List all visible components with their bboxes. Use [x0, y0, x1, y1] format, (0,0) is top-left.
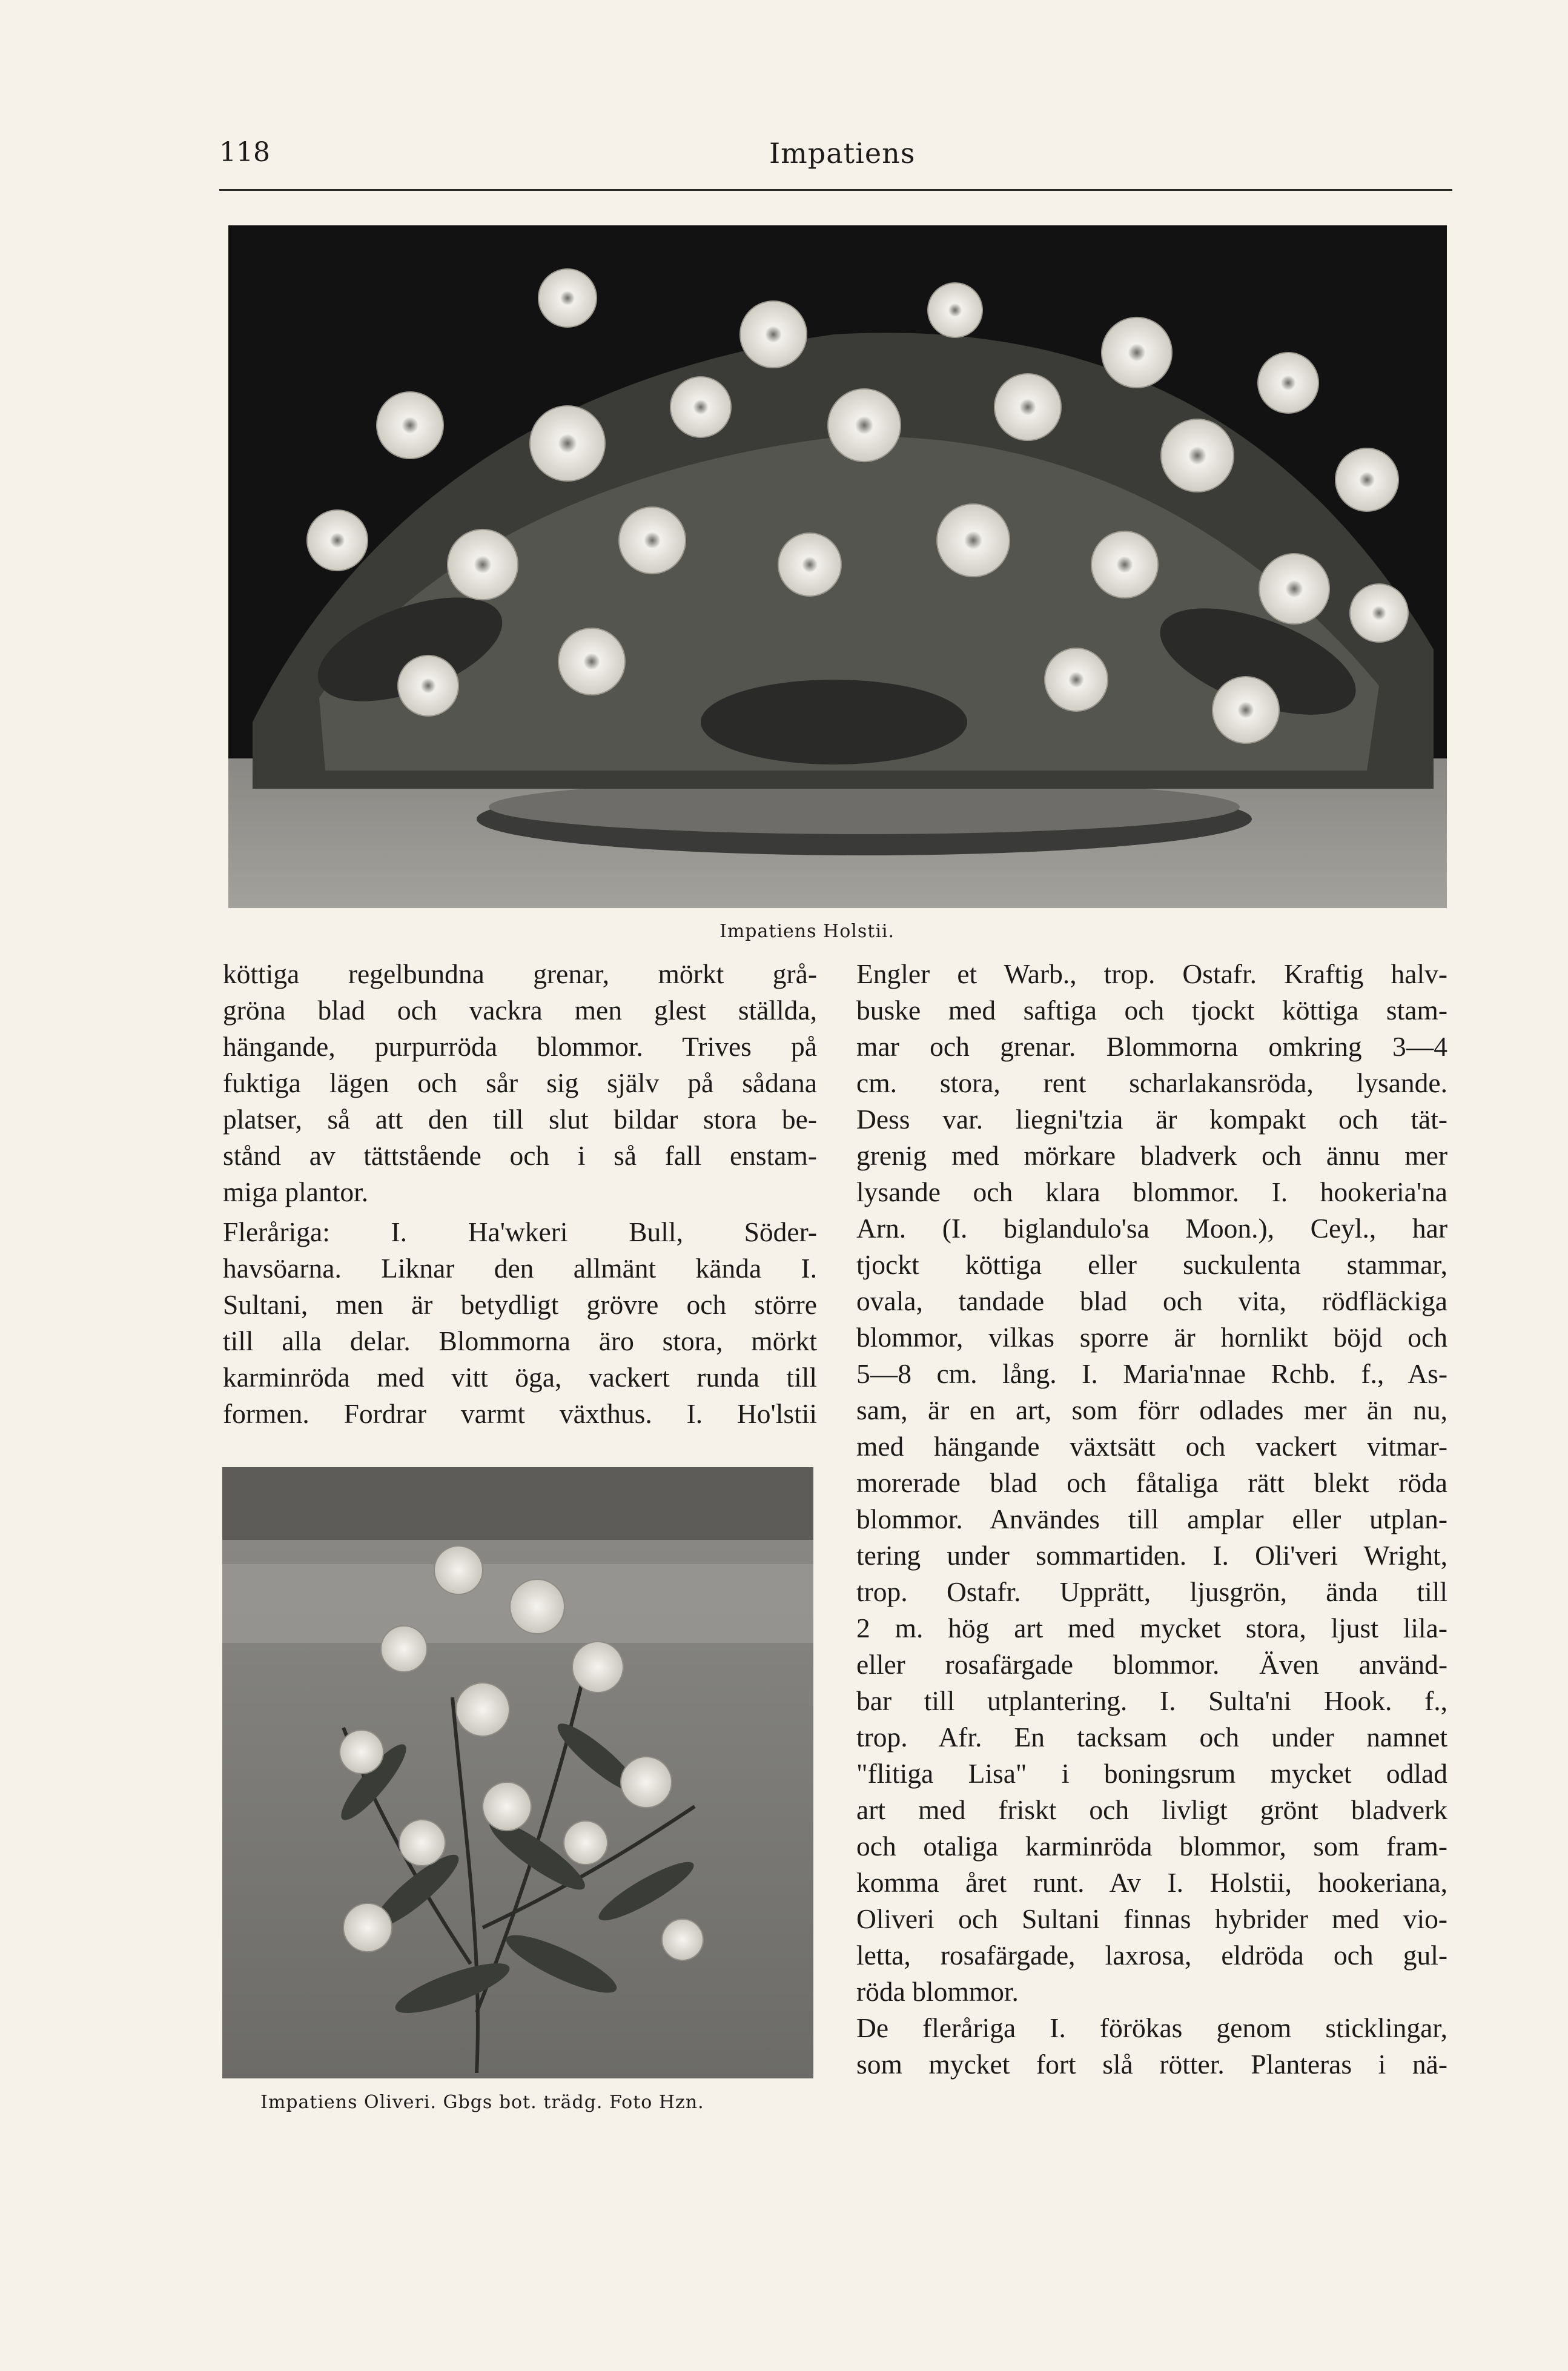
text-line: fuktiga lägen och sår sig själv på sådana — [223, 1067, 817, 1098]
text-line: trop. Afr. En tacksam och under namnet — [856, 1722, 1447, 1753]
text-line: Sultani, men är betydligt grövre och större — [223, 1289, 817, 1320]
text-line: blommor, vilkas sporre är hornlikt böjd och — [856, 1322, 1447, 1353]
text-line: grenig med mörkare bladverk och ännu mer — [856, 1140, 1447, 1171]
text-line: De fleråriga I. förökas genom sticklingar, — [856, 2012, 1447, 2043]
text-line: ovala, tandade blad och vita, rödfläckiga — [856, 1285, 1447, 1316]
text-line: trop. Ostafr. Upprätt, ljusgrön, ända till — [856, 1576, 1447, 1607]
page-number: 118 — [219, 137, 270, 168]
text-line: gröna blad och vackra men glest ställda, — [223, 995, 817, 1026]
text-line: Engler et Warb., trop. Ostafr. Kraftig halv- — [856, 958, 1447, 989]
left-text-column — [223, 956, 817, 1432]
text-line: bar till utplantering. I. Sulta'ni Hook. f., — [856, 1685, 1447, 1716]
text-line: platser, så att den till slut bildar stora be- — [223, 1104, 817, 1135]
text-line: sam, är en art, som förr odlades mer än nu, — [856, 1394, 1447, 1425]
text-line: till alla delar. Blommorna äro stora, mörkt — [223, 1325, 817, 1356]
text-line: köttiga regelbundna grenar, mörkt grå- — [223, 958, 817, 989]
text-line: tjockt köttiga eller suckulenta stammar, — [856, 1249, 1447, 1280]
text-line: 2 m. hög art med mycket stora, ljust lila- — [856, 1613, 1447, 1643]
bottom-photo-caption: Impatiens Oliveri. Gbgs bot. trädg. Foto Hzn. — [260, 2092, 704, 2113]
right-text-column-tail — [856, 2010, 1447, 2083]
text-line: och otaliga karminröda blommor, som fram- — [856, 1831, 1447, 1862]
text-line: med hängande växtsätt och vackert vitmar- — [856, 1431, 1447, 1462]
photo-impatiens-holstii — [228, 225, 1447, 908]
text-line: stånd av tättstående och i så fall enstam- — [223, 1140, 817, 1171]
text-line: Oliveri och Sultani finnas hybrider med vio- — [856, 1903, 1447, 1934]
text-line: tering under sommartiden. I. Oli'veri Wright, — [856, 1540, 1447, 1571]
text-line: buske med saftiga och tjockt köttiga stam- — [856, 995, 1447, 1026]
photo-impatiens-oliveri — [222, 1467, 813, 2078]
text-line: karminröda med vitt öga, vackert runda till — [223, 1362, 817, 1393]
text-line: miga plantor. — [223, 1176, 369, 1207]
text-line: art med friskt och livligt grönt bladverk — [856, 1794, 1447, 1825]
text-line: blommor. Användes till amplar eller utplan- — [856, 1504, 1447, 1534]
text-line: mar och grenar. Blommorna omkring 3—4 — [856, 1031, 1447, 1062]
text-line: Fleråriga: I. Ha'wkeri Bull, Söder- — [223, 1216, 817, 1247]
text-line: hängande, purpurröda blommor. Trives på — [223, 1031, 817, 1062]
text-line: havsöarna. Liknar den allmänt kända I. — [223, 1253, 817, 1284]
text-line: cm. stora, rent scharlakansröda, lysande. — [856, 1067, 1447, 1098]
text-line: morerade blad och fåtaliga rätt blekt röda — [856, 1467, 1447, 1498]
text-line: som mycket fort slå rötter. Planteras i nä- — [856, 2049, 1447, 2080]
running-title: Impatiens — [769, 137, 916, 170]
text-line: letta, rosafärgade, laxrosa, eldröda och gul- — [856, 1940, 1447, 1971]
header-rule — [219, 189, 1452, 191]
text-line: 5—8 cm. lång. I. Maria'nnae Rchb. f., As- — [856, 1358, 1447, 1389]
text-line: formen. Fordrar varmt växthus. I. Ho'lstii — [223, 1398, 817, 1429]
text-line: eller rosafärgade blommor. Även använd- — [856, 1649, 1447, 1680]
text-line: lysande och klara blommor. I. hookeria'na — [856, 1176, 1447, 1207]
text-line: Arn. (I. biglandulo'sa Moon.), Ceyl., har — [856, 1213, 1447, 1244]
text-line: röda blommor. — [856, 1976, 1019, 2007]
text-line: komma året runt. Av I. Holstii, hookeriana, — [856, 1867, 1447, 1898]
right-text-column — [856, 956, 1447, 2010]
text-line: "flitiga Lisa" i boningsrum mycket odlad — [856, 1758, 1447, 1789]
text-line: Dess var. liegni'tzia är kompakt och tät- — [856, 1104, 1447, 1135]
top-photo-caption: Impatiens Holstii. — [719, 921, 895, 942]
